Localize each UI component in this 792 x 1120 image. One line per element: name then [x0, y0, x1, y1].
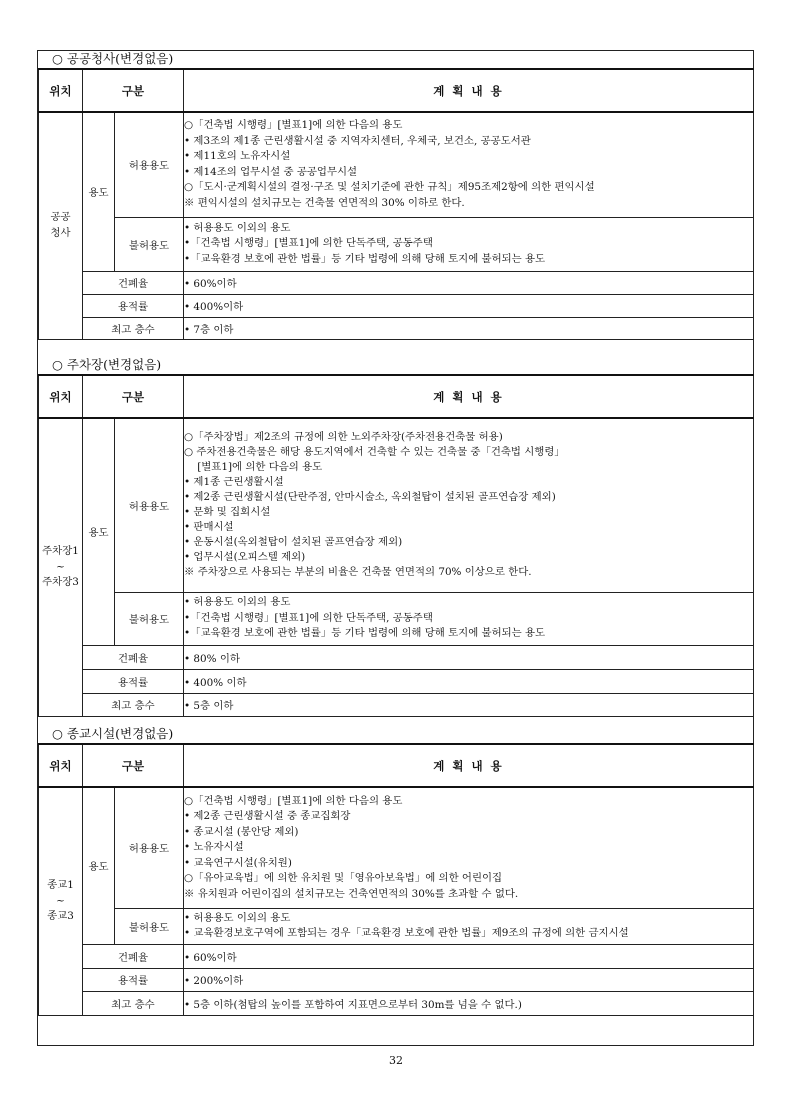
- far-value: • 400%이하: [184, 294, 754, 317]
- height-value: • 7층 이하: [184, 317, 754, 339]
- coverage-value: • 60%이하: [184, 271, 754, 294]
- location-cell: 주차장1 ~ 주차장3: [39, 418, 83, 716]
- header-content: 계 획 내 용: [184, 375, 754, 418]
- header-location: 위치: [39, 375, 83, 418]
- section-title-religious: ○ 종교시설(변경없음): [52, 726, 174, 741]
- header-content: 계 획 내 용: [184, 744, 754, 787]
- height-label: 최고 층수: [83, 317, 184, 339]
- use-label: 용도: [83, 787, 115, 944]
- far-label: 용적률: [83, 968, 184, 991]
- header-category: 구분: [83, 69, 184, 112]
- use-label: 용도: [83, 112, 115, 271]
- prohibited-label: 불허용도: [115, 217, 184, 271]
- allowed-content: ○「주차장법」제2조의 규정에 의한 노외주차장(주차전용건축물 허용) ○ 주차전용건축물은 해당 용도지역에서 건축할 수 있는 건축물 중「건축법 시행령」 [별표1]에 의한 다음의 용도 • 제1종 근린생활시설 • 제2종 근린생활시설(단란주점, 안마시술소, 옥외철탑이 설치된 골프연습장 제외) • 문화 및 집회시설 • 판매시설 • 운동시설(옥외철탑이 설치된 골프연습장 제외) • 업무시설(오피스텔 제외) ※ 주차장으로 사용되는 부분의 비율은 건축물 연면적의 70% 이상으로 한다.: [184, 418, 754, 592]
- far-label: 용적률: [83, 294, 184, 317]
- header-location: 위치: [39, 69, 83, 112]
- location-cell: 공공 청사: [39, 112, 83, 339]
- allowed-label: 허용용도: [115, 787, 184, 908]
- height-label: 최고 층수: [83, 693, 184, 716]
- plan-table-parking: [38, 374, 754, 717]
- coverage-label: 건폐율: [83, 271, 184, 294]
- use-label: 용도: [83, 418, 115, 645]
- section-title-public-office: ○ 공공청사(변경없음): [52, 51, 174, 66]
- prohibited-content: • 허용용도 이외의 용도 •「건축법 시행령」[별표1]에 의한 단독주택, 공동주택 •「교육환경 보호에 관한 법률」등 기타 법령에 의해 당해 토지에 불허되는 용도: [184, 217, 754, 271]
- coverage-label: 건폐율: [83, 944, 184, 968]
- header-category: 구분: [83, 744, 184, 787]
- far-label: 용적률: [83, 669, 184, 693]
- plan-table-public-office: [38, 68, 754, 340]
- plan-table-religious: [38, 743, 754, 1016]
- height-label: 최고 층수: [83, 991, 184, 1015]
- height-value: • 5층 이하(첨탑의 높이를 포함하여 지표면으로부터 30m를 넘을 수 없다.): [184, 991, 754, 1015]
- allowed-content: ○「건축법 시행령」[별표1]에 의한 다음의 용도 • 제3조의 제1종 근린생활시설 중 지역자치센터, 우체국, 보건소, 공공도서관 • 제11호의 노유자시설 • 제14조의 업무시설 중 공공업무시설 ○「도시·군계획시설의 결정·구조 및 설치기준에 관한 규칙」제95조제2항에 의한 편익시설 ※ 편익시설의 설치규모는 건축물 연면적의 30% 이하로 한다.: [184, 112, 754, 217]
- location-cell: 종교1 ~ 종교3: [39, 787, 83, 1015]
- header-content: 계 획 내 용: [184, 69, 754, 112]
- page-number: 32: [389, 1054, 403, 1067]
- far-value: • 400% 이하: [184, 669, 754, 693]
- header-location: 위치: [39, 744, 83, 787]
- prohibited-label: 불허용도: [115, 592, 184, 645]
- section-title-parking: ○ 주차장(변경없음): [52, 357, 162, 372]
- prohibited-content: • 허용용도 이외의 용도 •「건축법 시행령」[별표1]에 의한 단독주택, 공동주택 •「교육환경 보호에 관한 법률」등 기타 법령에 의해 당해 토지에 불허되는 용도: [184, 592, 754, 645]
- header-category: 구분: [83, 375, 184, 418]
- allowed-label: 허용용도: [115, 112, 184, 217]
- prohibited-content: • 허용용도 이외의 용도 • 교육환경보호구역에 포함되는 경우「교육환경 보호에 관한 법률」제9조의 규정에 의한 금지시설: [184, 908, 754, 944]
- coverage-value: • 60%이하: [184, 944, 754, 968]
- allowed-content: ○「건축법 시행령」[별표1]에 의한 다음의 용도 • 제2종 근린생활시설 중 종교집회장 • 종교시설 (봉안당 제외) • 노유자시설 • 교육연구시설(유치원) ○「유아교육법」에 의한 유치원 및「영유아보육법」에 의한 어린이집 ※ 유치원과 어린이집의 설치규모는 건축연면적의 30%를 초과할 수 없다.: [184, 787, 754, 908]
- prohibited-label: 불허용도: [115, 908, 184, 944]
- coverage-label: 건폐율: [83, 645, 184, 669]
- height-value: • 5층 이하: [184, 693, 754, 716]
- coverage-value: • 80% 이하: [184, 645, 754, 669]
- far-value: • 200%이하: [184, 968, 754, 991]
- allowed-label: 허용용도: [115, 418, 184, 592]
